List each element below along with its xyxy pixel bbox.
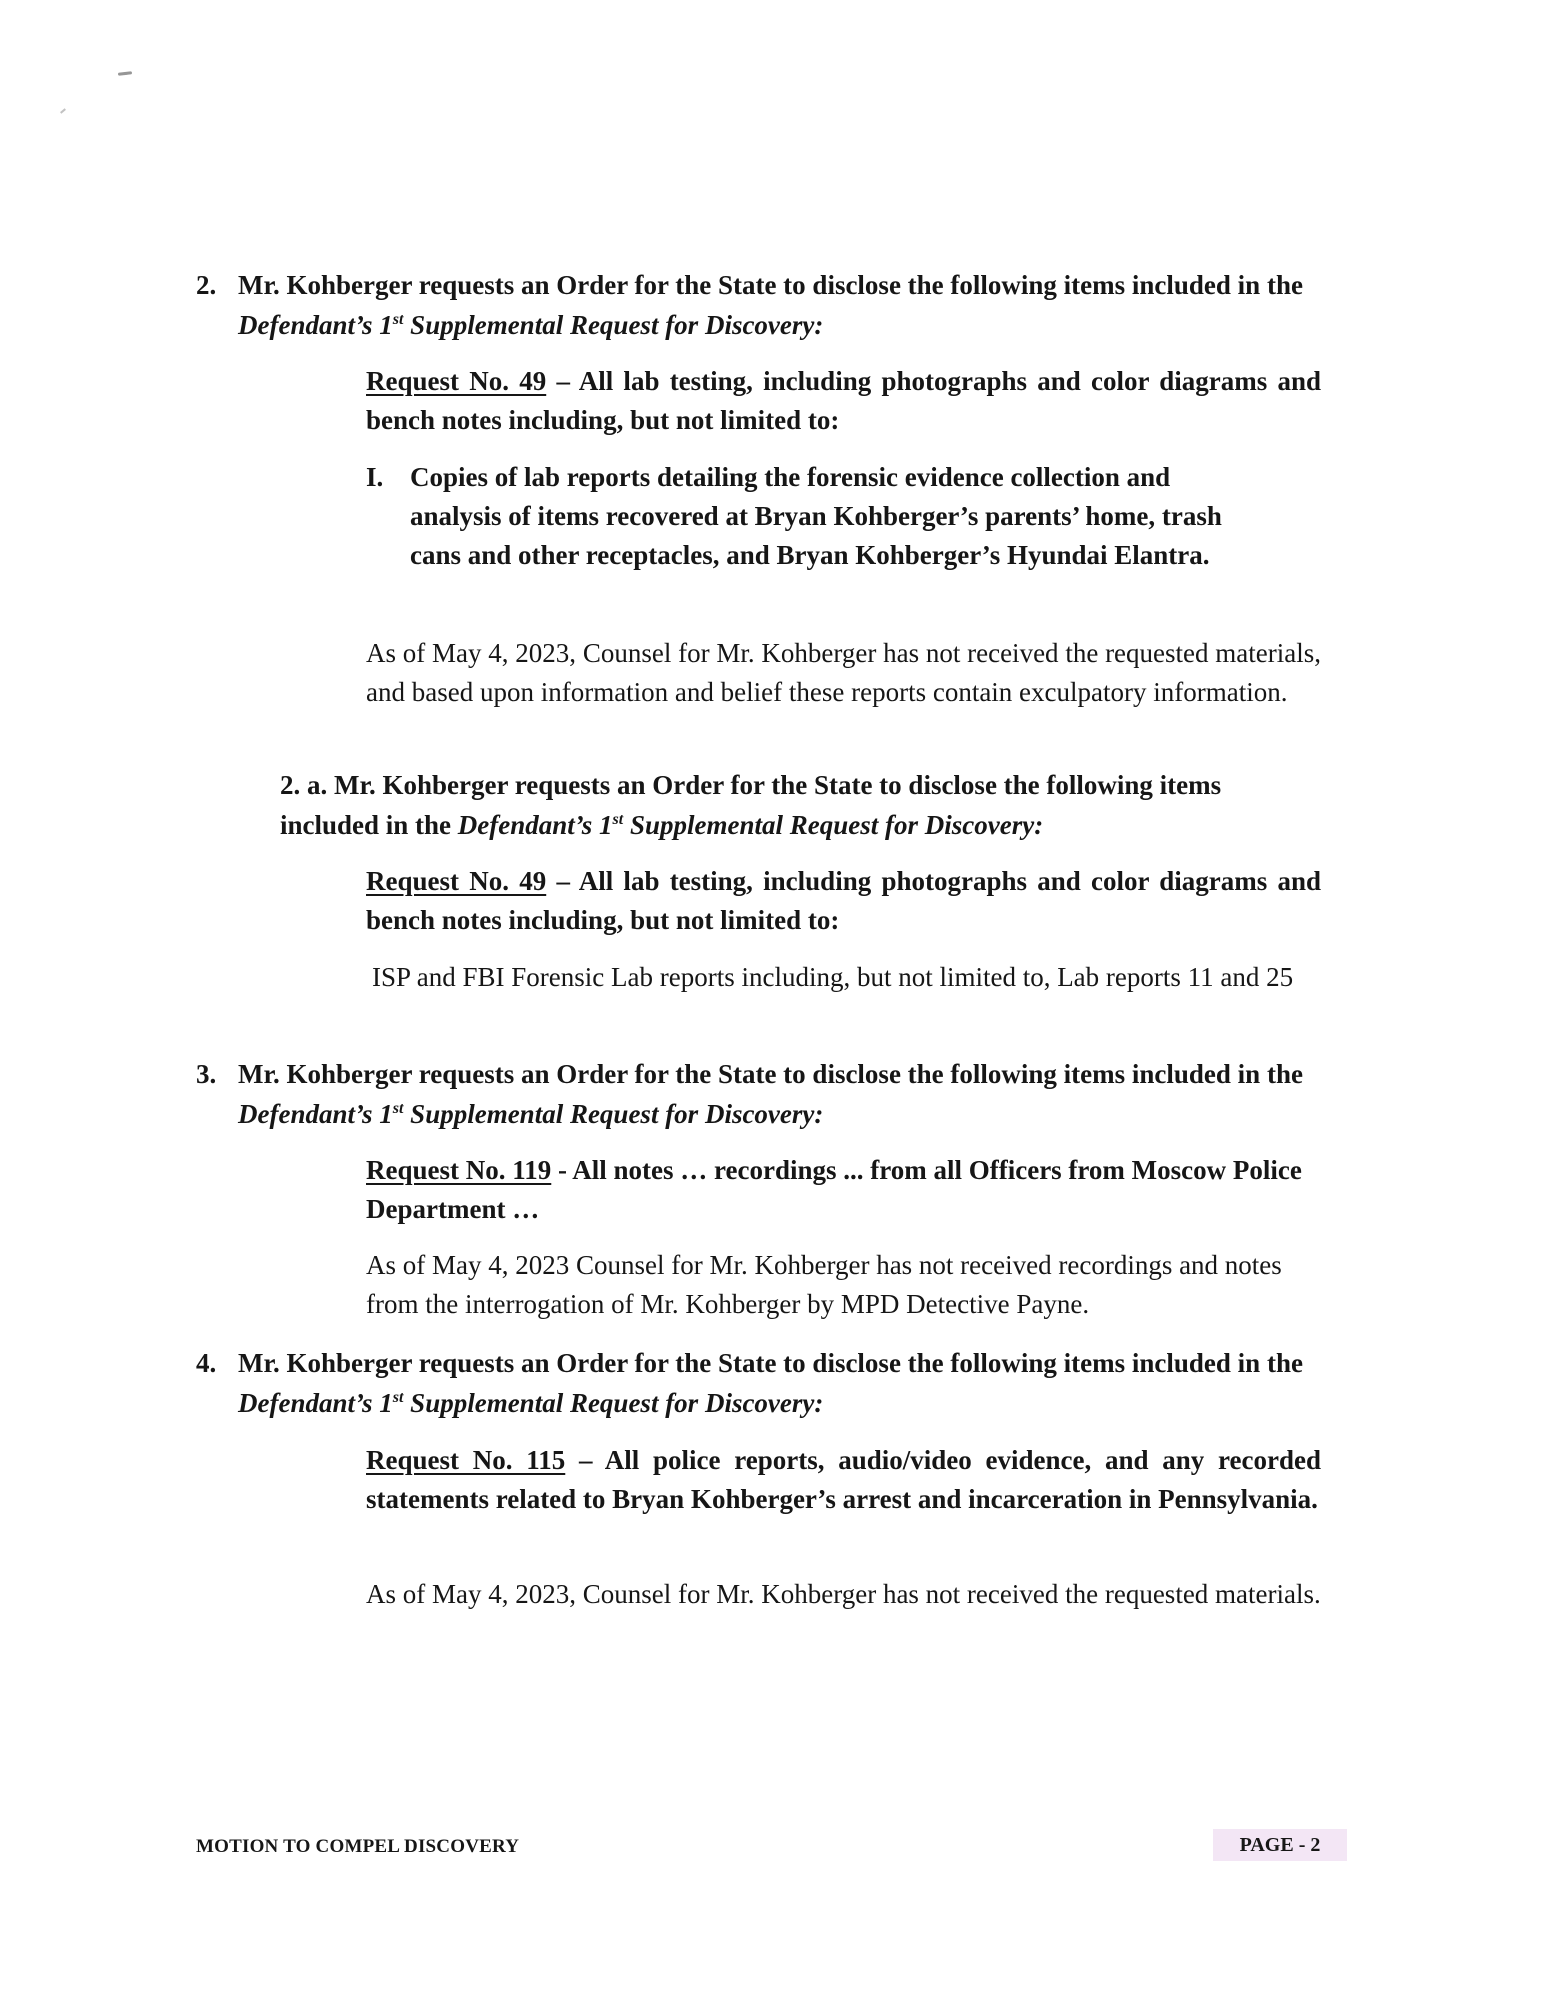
request-119 xyxy=(366,1151,1321,1229)
request-number: Request No. 119 xyxy=(366,1155,552,1185)
request-number: Request No. 49 xyxy=(366,366,547,396)
item-heading-text: Mr. Kohberger requests an Order for the State to disclose the following items included in the Defendant’s 1st Supplemental Request for Discovery: xyxy=(238,270,1303,340)
status-paragraph: ISP and FBI Forensic Lab reports including, but not limited to, Lab reports 11 and 25 xyxy=(372,962,1294,992)
item-4-heading xyxy=(196,1343,1321,1423)
item-heading-text: 2. a. Mr. Kohberger requests an Order for the State to disclose the following items included in the Defendant’s 1st Supplemental Request for Discovery: xyxy=(280,770,1222,840)
discovery-reference: Defendant’s 1st Supplemental Request for Discovery: xyxy=(238,1099,824,1129)
status-paragraph: As of May 4, 2023, Counsel for Mr. Kohberger has not received the requested materials, and based upon information and belief these reports contain exculpatory information. xyxy=(366,638,1321,707)
discovery-reference: Defendant’s 1st Supplemental Request for Discovery: xyxy=(457,810,1044,840)
scan-artifact xyxy=(60,108,66,113)
request-115 xyxy=(366,1441,1321,1519)
status-paragraph: As of May 4, 2023, Counsel for Mr. Kohberger has not received the requested materials. xyxy=(366,1579,1321,1609)
item-3-heading xyxy=(196,1054,1321,1134)
item-number: 3. xyxy=(196,1059,217,1089)
request-description: - All notes … recordings ... from all Officers from Moscow Police Department … xyxy=(366,1155,1302,1224)
request-49 xyxy=(366,362,1321,440)
discovery-reference: Defendant’s 1st Supplemental Request for Discovery: xyxy=(238,310,824,340)
sub-item-text: Copies of lab reports detailing the forensic evidence collection and analysis of items recovered at Bryan Kohberger’s parents’ home, trash cans and other receptacles, and Bryan Kohberger’s Hyundai Elantra. xyxy=(410,462,1222,570)
request-description: – All police reports, audio/video evidence, and any recorded statements related to Bryan Kohberger’s arrest and incarceration in Pennsylvania. xyxy=(366,1445,1321,1514)
item-2a-heading xyxy=(280,765,1321,845)
request-number: Request No. 115 xyxy=(366,1445,566,1475)
request-49-repeat xyxy=(366,862,1321,940)
request-description: – All lab testing, including photographs and color diagrams and bench notes including, but not limited to: xyxy=(366,366,1321,435)
scan-artifact xyxy=(118,71,132,75)
status-paragraph: As of May 4, 2023 Counsel for Mr. Kohberger has not received recordings and notes from the interrogation of Mr. Kohberger by MPD Detective Payne. xyxy=(366,1250,1282,1319)
item-number: 2. xyxy=(196,270,217,300)
discovery-reference: Defendant’s 1st Supplemental Request for Discovery: xyxy=(238,1388,824,1418)
footer-page-number: PAGE - 2 xyxy=(1213,1829,1347,1861)
request-number: Request No. 49 xyxy=(366,866,547,896)
request-description: – All lab testing, including photographs and color diagrams and bench notes including, but not limited to: xyxy=(366,866,1321,935)
item-number: 4. xyxy=(196,1348,217,1378)
footer-document-title: MOTION TO COMPEL DISCOVERY xyxy=(196,1836,520,1857)
sub-item-numeral: I. xyxy=(366,462,384,492)
sub-item-1 xyxy=(366,458,1246,575)
item-2-heading xyxy=(196,265,1321,345)
item-number: 2. a. xyxy=(280,770,328,800)
item-heading-text: Mr. Kohberger requests an Order for the State to disclose the following items included in the Defendant’s 1st Supplemental Request for Discovery: xyxy=(238,1348,1303,1418)
item-heading-text: Mr. Kohberger requests an Order for the State to disclose the following items included in the Defendant’s 1st Supplemental Request for Discovery: xyxy=(238,1059,1303,1129)
